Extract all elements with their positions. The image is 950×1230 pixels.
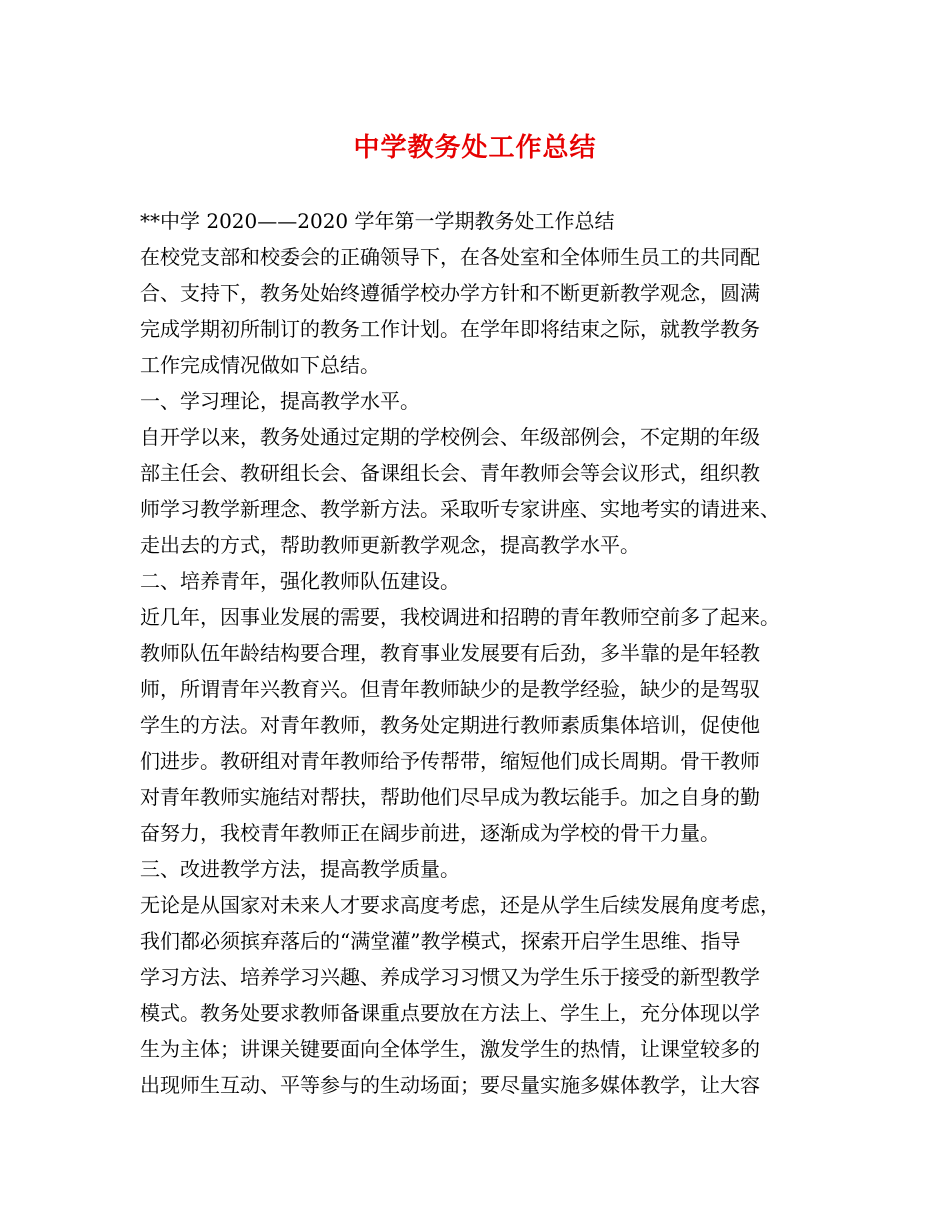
paragraph-line: 我们都必须摈弃落后的“满堂灌”教学模式，探索开启学生思维、指导	[140, 929, 741, 953]
section-heading: 三、改进教学方法，提高教学质量。	[140, 857, 460, 881]
paragraph-line: 们进步。教研组对青年教师给予传帮带，缩短他们成长周期。骨干教师	[140, 749, 760, 773]
paragraph-line: 模式。教务处要求教师备课重点要放在方法上、学生上，充分体现以学	[140, 1001, 760, 1025]
paragraph-line: 完成学期初所制订的教务工作计划。在学年即将结束之际，就教学教务	[140, 317, 760, 341]
paragraph-line: 近几年，因事业发展的需要，我校调进和招聘的青年教师空前多了起来。	[140, 605, 780, 629]
paragraph-line: 部主任会、教研组长会、备课组长会、青年教师会等会议形式，组织教	[140, 461, 760, 485]
paragraph-line: 生为主体；讲课关键要面向全体学生，激发学生的热情，让课堂较多的	[140, 1037, 760, 1061]
paragraph-line: 无论是从国家对未来人才要求高度考虑，还是从学生后续发展角度考虑，	[140, 893, 780, 917]
paragraph-line: 师，所谓青年兴教育兴。但青年教师缺少的是教学经验，缺少的是驾驭	[140, 677, 760, 701]
document-body	[140, 203, 830, 1103]
paragraph-line: 在校党支部和校委会的正确领导下，在各处室和全体师生员工的共同配	[140, 245, 760, 269]
paragraph-line: 对青年教师实施结对帮扶，帮助他们尽早成为教坛能手。加之自身的勤	[140, 785, 760, 809]
paragraph-line: 出现师生互动、平等参与的生动场面；要尽量实施多媒体教学，让大容	[140, 1073, 760, 1097]
paragraph-line: 工作完成情况做如下总结。	[140, 353, 380, 377]
paragraph-line: 学习方法、培养学习兴趣、养成学习习惯又为学生乐于接受的新型教学	[140, 965, 760, 989]
subtitle-line: **中学 2020——2020 学年第一学期教务处工作总结	[140, 209, 615, 233]
paragraph-line: 自开学以来，教务处通过定期的学校例会、年级部例会，不定期的年级	[140, 425, 760, 449]
paragraph-line: 合、支持下，教务处始终遵循学校办学方针和不断更新教学观念，圆满	[140, 281, 760, 305]
section-heading: 一、学习理论，提高教学水平。	[140, 389, 420, 413]
paragraph-line: 走出去的方式，帮助教师更新教学观念，提高教学水平。	[140, 533, 640, 557]
document-title: 中学教务处工作总结	[353, 133, 597, 163]
paragraph-line: 师学习教学新理念、教学新方法。采取听专家讲座、实地考实的请进来、	[140, 497, 780, 521]
section-heading: 二、培养青年，强化教师队伍建设。	[140, 569, 460, 593]
paragraph-line: 学生的方法。对青年教师，教务处定期进行教师素质集体培训，促使他	[140, 713, 760, 737]
paragraph-line: 教师队伍年龄结构要合理，教育事业发展要有后劲，多半靠的是年轻教	[140, 641, 760, 665]
paragraph-line: 奋努力，我校青年教师正在阔步前进，逐渐成为学校的骨干力量。	[140, 821, 720, 845]
